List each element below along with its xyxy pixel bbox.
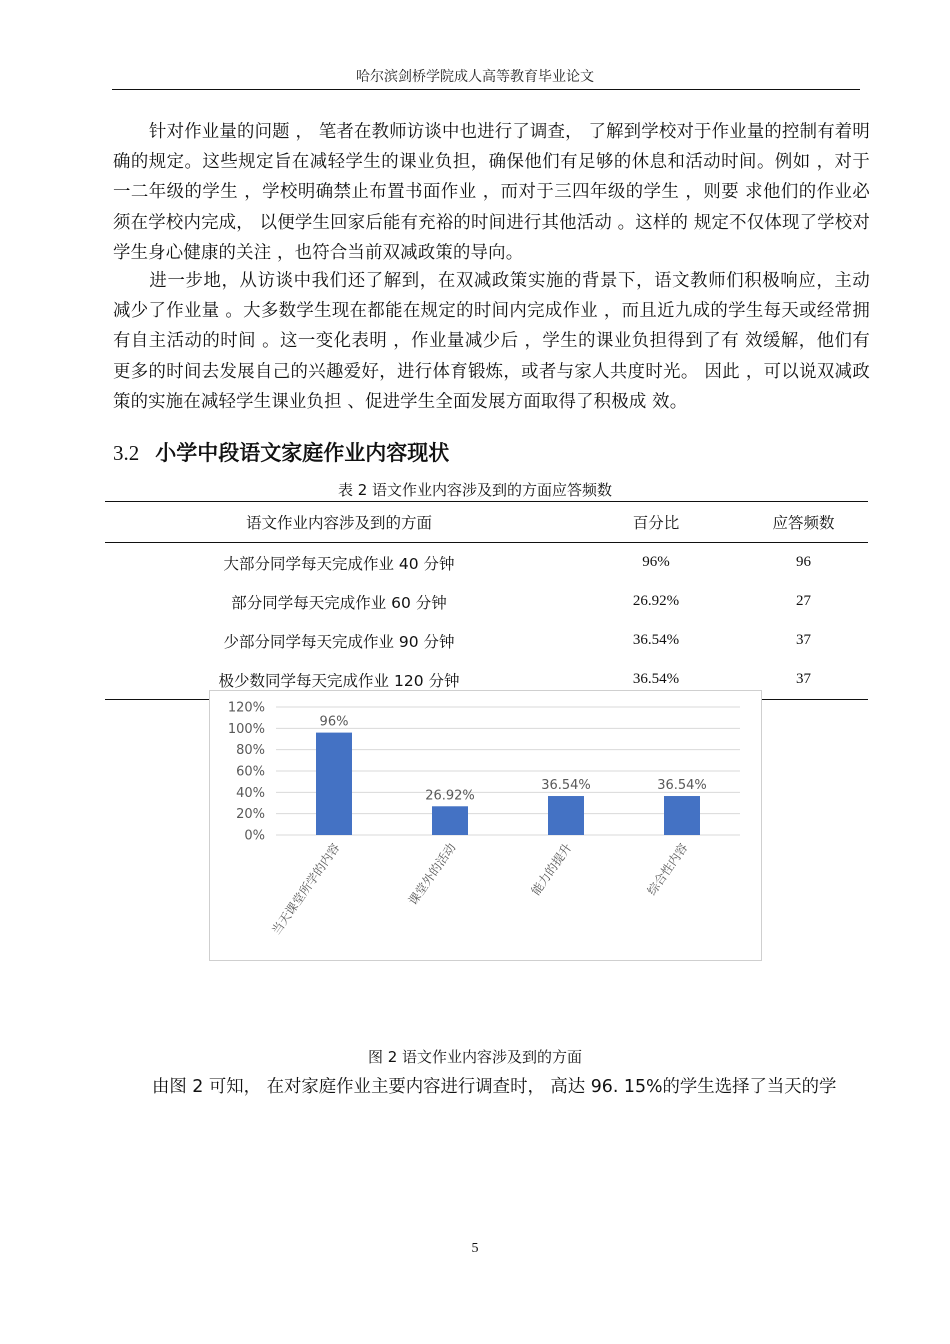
table-cell-percent: 26.92% — [632, 593, 680, 609]
data-label: 36.54% — [657, 778, 707, 794]
paragraph-1-text: 针对作业量的问题 ， 笔者在教师访谈中也进行了调查， 了解到学校对于作业量的控制有着明确的规定。这些规定旨在减轻学生的课业负担，确保他们有足够的休息和活动时间。例如 ，对于一二年级的学生 ，学校明确禁止布置书面作业 ，而对于三四年级的学生 ，则要 求他们的作业必须在学校内完成， 以便学生回家后能有充裕的时间进行其他活动 。这样的 规定不仅体现了学校对学生身心健康的关注 ，也符合当前双减政策的导向。 — [113, 122, 870, 263]
data-label: 26.92% — [425, 788, 475, 804]
section-heading — [113, 437, 449, 467]
table-caption: 表 2 语文作业内容涉及到的方面应答频数 — [337, 481, 613, 499]
section-number: 3.2 — [113, 441, 140, 465]
header-rule — [112, 89, 860, 90]
data-label: 96% — [319, 714, 349, 730]
table-header-row — [105, 502, 868, 543]
column-header-aspect: 语文作业内容涉及到的方面 — [105, 502, 573, 543]
figure-caption: 图 2 语文作业内容涉及到的方面 — [367, 1048, 583, 1066]
body-text-continuation: 由图 2 可知， 在对家庭作业主要内容进行调查时， 高达 96. 15%的学生选择了当天的学 — [152, 1077, 837, 1097]
column-header-percent: 百分比 — [573, 502, 739, 543]
bar-chart-figure — [209, 690, 762, 961]
table-cell-aspect: 少部分同学每天完成作业 90 分钟 — [223, 632, 455, 651]
section-title: 小学中段语文家庭作业内容现状 — [155, 441, 450, 465]
table-row — [105, 621, 868, 660]
table-cell-frequency: 27 — [796, 593, 811, 609]
y-tick-label: 20% — [236, 807, 265, 823]
table-cell-frequency: 37 — [796, 632, 811, 648]
bar — [432, 806, 468, 835]
bar — [316, 733, 352, 835]
y-tick-label: 120% — [227, 700, 265, 716]
bar — [664, 796, 700, 835]
table-cell-percent: 96% — [642, 554, 670, 570]
header-title: 哈尔滨剑桥学院成人高等教育毕业论文 — [356, 69, 594, 85]
y-tick-label: 60% — [236, 764, 265, 780]
table-cell-aspect: 极少数同学每天完成作业 120 分钟 — [105, 660, 573, 700]
paragraph-2 — [113, 266, 870, 417]
paragraph-1 — [113, 117, 870, 268]
table-cell-percent: 36.54% — [632, 632, 680, 648]
x-category-label: 当天课堂所学的内容 — [269, 840, 343, 938]
response-frequency-table — [105, 501, 868, 700]
x-category-label: 课堂外的活动 — [405, 840, 459, 908]
table-cell-percent: 36.54% — [573, 660, 739, 700]
y-tick-label: 0% — [244, 828, 265, 844]
page-number: 5 — [471, 1241, 479, 1256]
y-tick-label: 80% — [236, 743, 265, 759]
data-label: 36.54% — [541, 778, 591, 794]
paragraph-2-text: 进一步地，从访谈中我们还了解到，在双减政策实施的背景下，语文教师们积极响应，主动减少了作业量 。大多数学生现在都能在规定的时间内完成作业 ，而且近九成的学生每天或经常拥有自主活动的时间 。这一变化表明 ，作业量减少后 ，学生的课业负担得到了有 效缓解，他们有更多的时间去发展自己的兴趣爱好，进行体育锻炼，或者与家人共度时光。 因此 ，可以说双减政策的实施在减轻学生课业负担 、促进学生全面发展方面取得了积极成 效。 — [113, 271, 870, 412]
table-cell-aspect: 大部分同学每天完成作业 40 分钟 — [223, 554, 455, 573]
bar — [548, 796, 584, 835]
table-cell-frequency: 96 — [796, 554, 811, 570]
x-category-label: 综合性内容 — [644, 840, 691, 898]
table-row — [105, 543, 868, 583]
table-row — [105, 582, 868, 621]
table-cell-frequency: 37 — [739, 660, 868, 700]
y-tick-label: 100% — [227, 721, 265, 737]
column-header-frequency: 应答频数 — [739, 502, 868, 543]
table-cell-aspect: 部分同学每天完成作业 60 分钟 — [231, 593, 447, 612]
bar-chart — [210, 691, 761, 960]
y-tick-label: 40% — [236, 785, 265, 801]
x-category-label: 能力的提升 — [528, 840, 575, 898]
